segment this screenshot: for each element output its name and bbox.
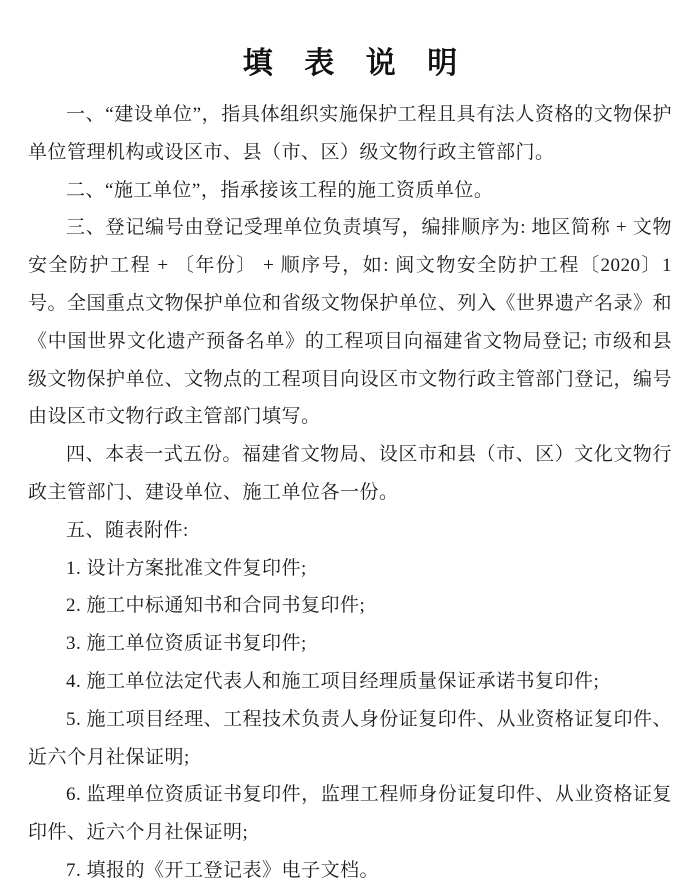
attachment-item-4: 4. 施工单位法定代表人和施工项目经理质量保证承诺书复印件;	[66, 670, 600, 692]
attachment-item-5: 5. 施工项目经理、工程技术负责人身份证复印件、从业资格证复印件、近六个月社保证明;	[28, 708, 672, 768]
attachment-item-2: 2. 施工中标通知书和合同书复印件;	[66, 595, 366, 617]
paragraph-building-unit: 一、“建设单位”，指具体组织实施保护工程且具有法人资格的文物保护单位管理机构或设区市、县（市、区）级文物行政主管部门。	[28, 104, 672, 163]
paragraph-copies: 四、本表一式五份。福建省文物局、设区市和县（市、区）文化文物行政主管部门、建设单位、施工单位各一份。	[28, 444, 672, 503]
document-body	[28, 96, 672, 890]
attachment-item-7: 7. 填报的《开工登记表》电子文档。	[66, 859, 380, 881]
paragraph-registration-number: 三、登记编号由登记受理单位负责填写，编排顺序为: 地区简称 + 文物安全防护工程 + 〔年份〕 + 顺序号，如: 闽文物安全防护工程〔2020〕1 号。全国重点文物保护单位和省级文物保护单位、列入《世界遗产名录》和《中国世界文化遗产预备名单》的工程项目向福建省文物局登记; 市级和县级文物保护单位、文物点的工程项目向设区市文物行政主管部门登记，编号由设区市文物行政主管部门填写。	[28, 217, 672, 428]
paragraph-construction-unit: 二、“施工单位”，指承接该工程的施工资质单位。	[66, 179, 494, 201]
attachment-item-1: 1. 设计方案批准文件复印件;	[66, 557, 307, 579]
attachment-item-3: 3. 施工单位资质证书复印件;	[66, 633, 307, 655]
paragraph-attachments-heading: 五、随表附件:	[66, 519, 189, 541]
page-title: 填 表 说 明	[242, 47, 470, 80]
attachment-item-6: 6. 监理单位资质证书复印件，监理工程师身份证复印件、从业资格证复印件、近六个月社保证明;	[28, 784, 672, 844]
